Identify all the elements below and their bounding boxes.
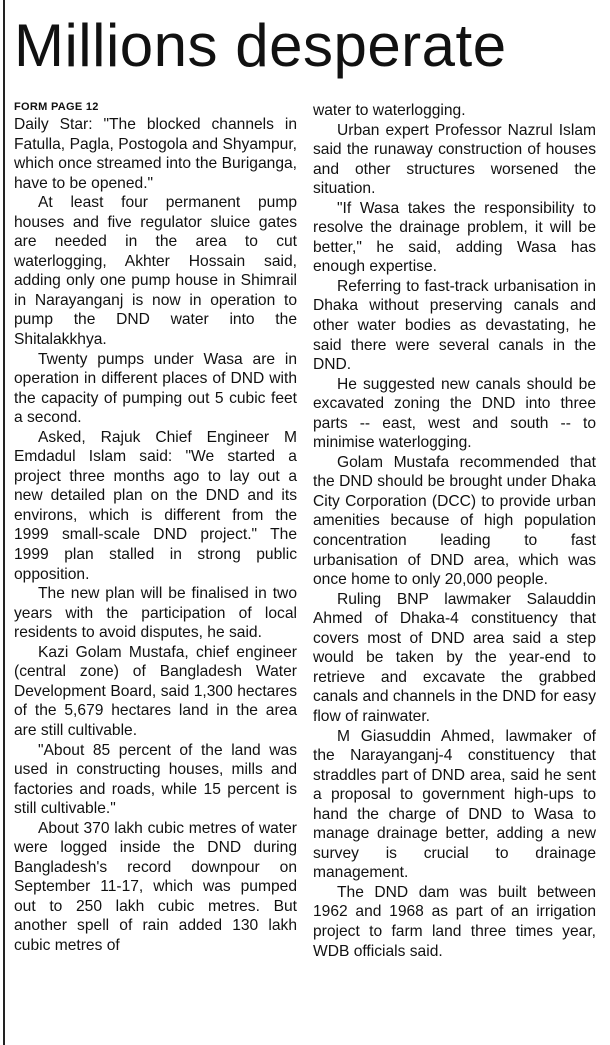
headline: Millions desperate — [14, 12, 507, 79]
paragraph: The new plan will be finalised in two years with the participation of local residents to avoid disputes, he said. — [14, 585, 297, 642]
paragraph: Kazi Golam Mustafa, chief engineer (central zone) of Bangladesh Water Development Board, said 1,300 hectares of the 5,679 hectares land in the area are still cultivable. — [14, 643, 297, 739]
paragraph: Ruling BNP lawmaker Salauddin Ahmed of Dhaka-4 constituency that covers most of DND area said a step would be taken by the year-end to retrieve and excavate the grabbed canals and channels in the DND for easy flow of rainwater. — [313, 590, 596, 725]
right-column — [313, 101, 596, 961]
paragraph: Twenty pumps under Wasa are in operation in different places of DND with the capacity of pumping out 5 cubic feet a second. — [14, 350, 297, 427]
paragraph: About 370 lakh cubic metres of water were logged inside the DND during Bangladesh's record downpour on September 11-17, which was pumped out to 250 lakh cubic metres. But another spell of rain added 130 lakh cubic metres of — [14, 819, 297, 954]
paragraph: Referring to fast-track urbanisation in Dhaka without preserving canals and other water bodies as devastating, he said there were several canals in the DND. — [313, 277, 596, 374]
paragraph: The DND dam was built between 1962 and 1968 as part of an irrigation project to farm land three times year, WDB officials said. — [313, 883, 596, 960]
paragraph: Golam Mustafa recommended that the DND should be brought under Dhaka City Corporation (DCC) to provide urban amenities because of high population concentration leading to fast urbanisation of DND area, which was once home to only 20,000 people. — [313, 453, 596, 589]
kicker: FORM PAGE 12 — [14, 101, 99, 113]
paragraph: M Giasuddin Ahmed, lawmaker of the Narayanganj-4 constituency that straddles part of DND area, said he sent a proposal to government high-ups to hand the charge of DND to Wasa to manage drainage better, adding a new survey is crucial to drainage management. — [313, 727, 596, 882]
paragraph: Asked, Rajuk Chief Engineer M Emdadul Islam said: "We started a project three months ago to lay out a new detailed plan on the DND and its environs, which is different from the 1999 small-scale DND project." The 1999 plan stalled in strong public opposition. — [14, 428, 297, 583]
paragraph: "About 85 percent of the land was used in constructing houses, mills and factories and roads, while 15 percent is still cultivable." — [14, 741, 297, 818]
paragraph: Urban expert Professor Nazrul Islam said the runaway construction of houses and other structures worsened the situation. — [313, 121, 596, 198]
column-rule — [3, 0, 5, 1045]
paragraph: "If Wasa takes the responsibility to resolve the drainage problem, it will be better," he said, adding Wasa has enough expertise. — [313, 199, 596, 276]
paragraph: At least four permanent pump houses and five regulator sluice gates are needed in the area to cut waterlogging, Akhter Hossain said, adding only one pump house in Shimrail in Narayanganj is now in operation to pump the DND water into the Shitalakkhya. — [14, 194, 297, 349]
paragraph: Daily Star: "The blocked channels in Fatulla, Pagla, Postogola and Shyampur, which once streamed into the Buriganga, have to be opened." — [14, 116, 297, 192]
left-column — [14, 100, 297, 956]
paragraph: water to waterlogging. — [313, 102, 466, 119]
paragraph: He suggested new canals should be excavated zoning the DND into three parts -- east, west and south -- to minimise waterlogging. — [313, 375, 596, 452]
